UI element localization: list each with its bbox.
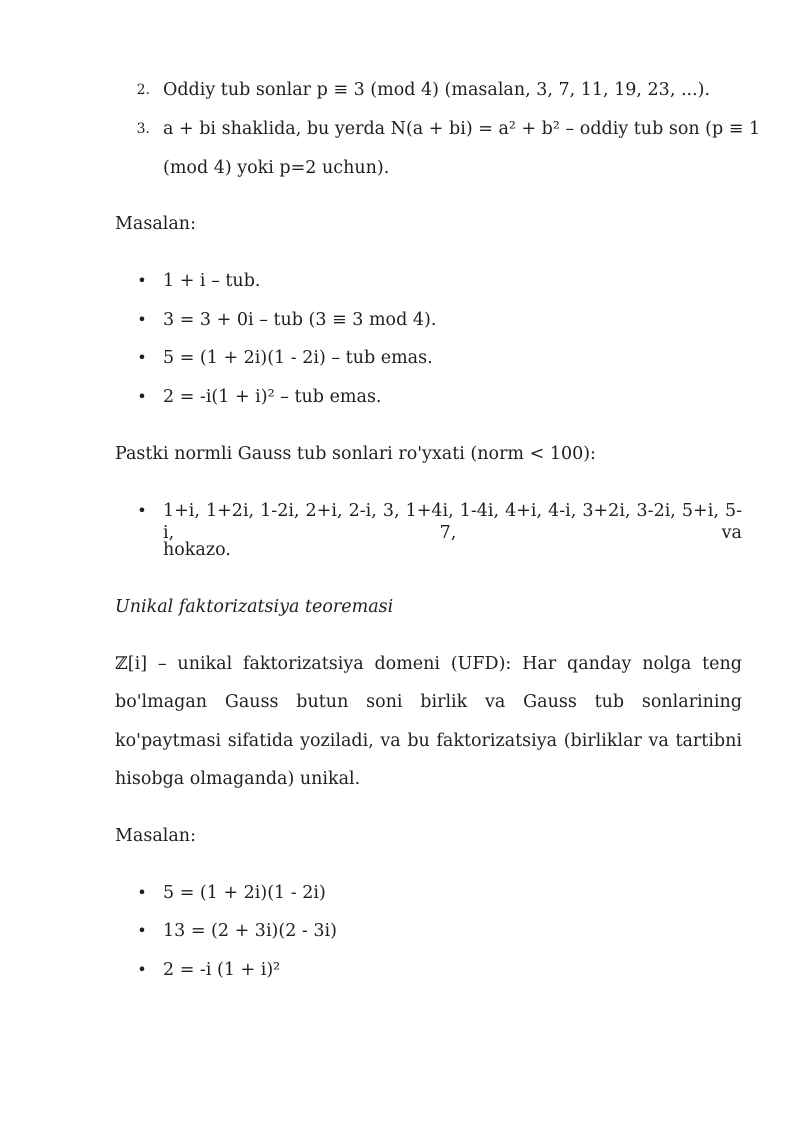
example-label: Masalan: [115, 214, 196, 234]
section-heading: Unikal faktorizatsiya teoremasi [115, 597, 394, 617]
bullet-item: 2 = -i (1 + i)² [163, 960, 281, 980]
bullet-item: 5 = (1 + 2i)(1 - 2i) [163, 883, 326, 903]
bullet-item: 13 = (2 + 3i)(2 - 3i) [163, 921, 337, 941]
list-number: 2. [136, 82, 150, 98]
bullet-item: 1 + i – tub. [163, 271, 261, 291]
bullet-glyph: • [137, 310, 147, 329]
list-intro: Pastki normli Gauss tub sonlari ro'yxati (norm < 100): [115, 444, 596, 464]
list-item-text: Oddiy tub sonlar p ≡ 3 (mod 4) (masalan, 3, 7, 11, 19, 23, ...). [163, 80, 711, 100]
paragraph-line: ko'paytmasi sifatida yoziladi, va bu faktorizatsiya (birliklar va tartibni [115, 731, 742, 751]
list-item-text: a + bi shaklida, bu yerda N(a + bi) = a² + b² – oddiy tub son (p ≡ 1 [163, 119, 761, 139]
primes-list-line: 1+i, 1+2i, 1-2i, 2+i, 2-i, 3, 1+4i, 1-4i, 4+i, 4-i, 3+2i, 3-2i, 5+i, 5-i, 7, va [163, 501, 742, 543]
paragraph-line-end: hisobga olmaganda) unikal. [115, 769, 361, 789]
bullet-item: 3 = 3 + 0i – tub (3 ≡ 3 mod 4). [163, 310, 437, 330]
list-item-text-continued: (mod 4) yoki p=2 uchun). [163, 158, 390, 178]
bullet-item: 5 = (1 + 2i)(1 - 2i) – tub emas. [163, 348, 433, 368]
bullet-glyph: • [137, 348, 147, 367]
paragraph-line: bo'lmagan Gauss butun soni birlik va Gauss tub sonlarining [115, 692, 742, 712]
bullet-glyph: • [137, 883, 147, 902]
example-label: Masalan: [115, 826, 196, 846]
list-number: 3. [136, 121, 150, 137]
bullet-glyph: • [137, 387, 147, 406]
bullet-item: 2 = -i(1 + i)² – tub emas. [163, 387, 382, 407]
primes-list-line-end: hokazo. [163, 540, 231, 560]
bullet-glyph: • [137, 921, 147, 940]
bullet-glyph: • [137, 271, 147, 290]
bullet-glyph: • [137, 501, 147, 520]
paragraph-line: ℤ[i] – unikal faktorizatsiya domeni (UFD): Har qanday nolga teng [115, 654, 742, 674]
bullet-glyph: • [137, 960, 147, 979]
